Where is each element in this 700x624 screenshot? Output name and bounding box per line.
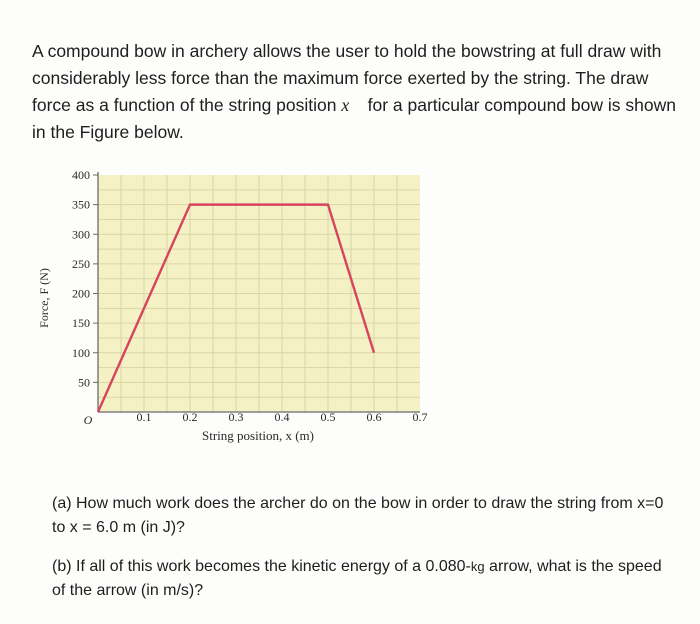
y-tick-label: 100 (72, 345, 90, 360)
y-tick-label: 300 (72, 227, 90, 242)
y-tick-label: 250 (72, 256, 90, 271)
x-tick-label: 0.3 (228, 410, 244, 424)
x-tick-label: 0.4 (274, 410, 290, 424)
x-tick-label: 0.7 (412, 410, 428, 424)
question-b-start: (b) If all of this work becomes the kinetic energy of a 0.080- (52, 558, 471, 575)
vector-x-symbol: x⃗ (341, 95, 363, 115)
y-axis-label: Force, F (N) (37, 268, 51, 328)
y-tick-label: 50 (78, 375, 90, 390)
x-tick-label: 0.5 (320, 410, 336, 424)
question-b-unit: kg (470, 559, 485, 574)
question-b (52, 555, 672, 603)
x-axis-label: String position, x (m) (202, 428, 314, 443)
y-tick-label: 200 (72, 286, 90, 301)
question-b-end: arrow, what is the speed of the arrow (in m/s)? (52, 558, 662, 599)
intro-text-start: A compound bow in archery allows the user to hold the bowstring at full draw with considerably less force than the maximum force exerted by the string. The draw force as a function of the string position (32, 41, 662, 115)
y-tick-label: 350 (72, 197, 90, 212)
x-tick-label: 0.1 (136, 410, 152, 424)
y-tick-label: 400 (72, 168, 90, 182)
origin-label: O (83, 413, 93, 427)
x-tick-label: 0.6 (366, 410, 382, 424)
y-tick-label: 150 (72, 316, 90, 331)
question-a: (a) How much work does the archer do on the bow in order to draw the string from x=0 to x = 6.0 m (in J)? (52, 495, 664, 536)
x-tick-label: 0.2 (182, 410, 198, 424)
intro-text-end: for a particular compound bow is shown in the Figure below. (32, 95, 676, 142)
